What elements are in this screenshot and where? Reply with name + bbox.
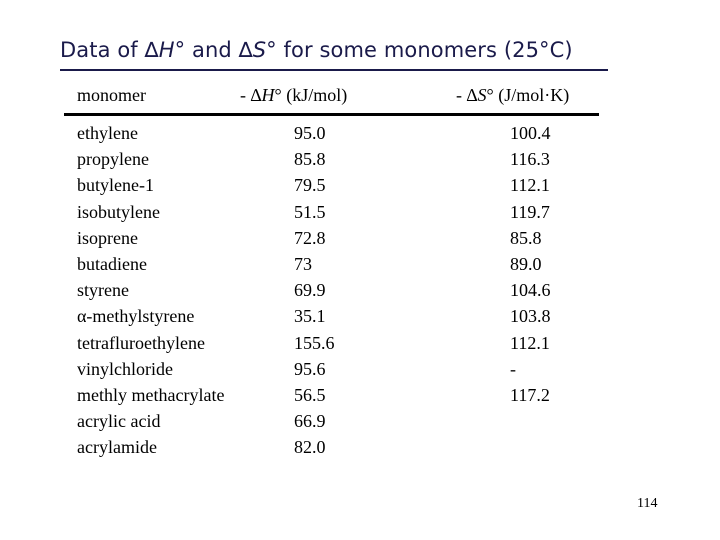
degree-symbol: ° [174, 38, 186, 62]
title-prefix: Data of [60, 38, 145, 62]
entropy-cell: 117.2 [510, 384, 550, 405]
monomer-cell: methly methacrylate [77, 384, 225, 405]
entropy-column [510, 120, 551, 460]
enthalpy-cell: 95.0 [294, 123, 326, 143]
enthalpy-cell: 72.8 [294, 227, 326, 248]
delta-symbol: ∆ [144, 38, 159, 62]
monomer-cell: acrylamide [77, 437, 157, 458]
slide-title [60, 38, 573, 62]
monomer-column [77, 120, 224, 460]
enthalpy-cell: 73 [294, 253, 312, 274]
degree-symbol: ° [266, 38, 277, 62]
monomer-cell: propylene [77, 149, 149, 170]
enthalpy-column [294, 120, 335, 460]
page-number: 114 [637, 496, 658, 511]
enthalpy-cell: 155.6 [294, 332, 335, 353]
title-and: and [185, 38, 239, 62]
enthalpy-cell: 95.6 [294, 358, 326, 379]
entropy-cell [510, 408, 551, 434]
entropy-cell: 112.1 [510, 332, 550, 353]
title-underline [60, 69, 608, 71]
header-enthalpy [240, 85, 347, 106]
monomer-cell: butylene-1 [77, 175, 154, 196]
header-enthalpy-unit: ° (kJ/mol) [274, 85, 348, 105]
header-entropy-prefix: - ∆ [456, 85, 478, 105]
enthalpy-cell: 79.5 [294, 175, 326, 196]
entropy-cell: 116.3 [510, 149, 550, 170]
enthalpy-cell: 51.5 [294, 201, 326, 222]
entropy-symbol: S [252, 38, 267, 62]
entropy-cell [510, 434, 551, 460]
enthalpy-cell: 82.0 [294, 437, 326, 458]
header-enthalpy-var: H [261, 85, 275, 105]
entropy-cell: 85.8 [510, 227, 542, 248]
entropy-cell: 112.1 [510, 175, 550, 196]
enthalpy-cell: 85.8 [294, 149, 326, 170]
entropy-cell: 103.8 [510, 306, 551, 327]
enthalpy-cell: 69.9 [294, 280, 326, 301]
monomer-cell: tetrafluroethylene [77, 332, 205, 353]
monomer-cell: isobutylene [77, 201, 160, 222]
entropy-cell: 104.6 [510, 280, 551, 301]
enthalpy-cell: 56.5 [294, 384, 326, 405]
title-suffix: for some monomers (25°C) [276, 38, 573, 62]
header-monomer: monomer [77, 85, 146, 105]
entropy-cell: - [510, 358, 516, 379]
monomer-cell: isoprene [77, 227, 138, 248]
entropy-cell: 100.4 [510, 123, 551, 143]
entropy-cell: 89.0 [510, 253, 542, 274]
header-entropy-unit: ° (J/mol·K) [486, 85, 570, 105]
monomer-cell: styrene [77, 280, 129, 301]
monomer-cell: ethylene [77, 123, 138, 143]
header-enthalpy-prefix: - ∆ [240, 85, 262, 105]
header-rule [64, 113, 599, 116]
monomer-cell: α-methylstyrene [77, 306, 195, 327]
monomer-cell: acrylic acid [77, 411, 161, 432]
entropy-cell: 119.7 [510, 201, 550, 222]
enthalpy-cell: 35.1 [294, 306, 326, 327]
delta-symbol: ∆ [238, 38, 253, 62]
enthalpy-symbol: H [158, 38, 175, 62]
enthalpy-cell: 66.9 [294, 411, 326, 432]
header-entropy-var: S [477, 85, 487, 105]
monomer-cell: butadiene [77, 253, 147, 274]
header-entropy [456, 85, 569, 106]
monomer-cell: vinylchloride [77, 358, 173, 379]
